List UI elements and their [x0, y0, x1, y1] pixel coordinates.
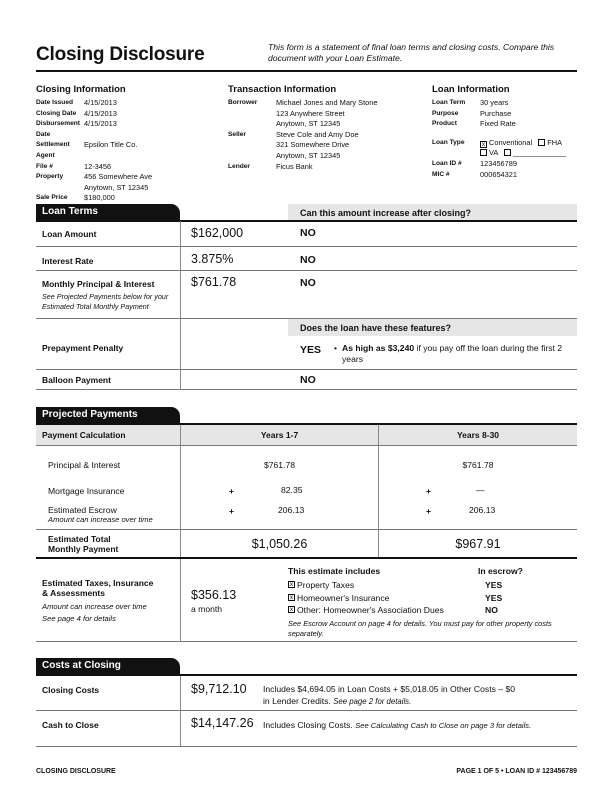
page-title: Closing Disclosure [36, 44, 205, 65]
pi-years-a: $761.78 [263, 460, 296, 470]
transaction-info-rows [228, 98, 418, 172]
taxes-note [42, 601, 147, 624]
checkbox-other[interactable] [504, 149, 511, 156]
years-a-heading: Years 1-7 [260, 430, 299, 440]
transaction-info-row [228, 162, 418, 173]
transaction-info-value: Anytown, ST 12345 [276, 150, 341, 160]
transaction-info-row [228, 140, 418, 151]
years-b-heading: Years 8-30 [456, 430, 500, 440]
closing-info-value: Epsilon Title Co. [84, 140, 138, 150]
transaction-info-row [228, 119, 418, 130]
transaction-info-label: Lender [228, 162, 250, 170]
escrow-item-checkbox[interactable]: x [289, 593, 294, 601]
row-rule [36, 270, 577, 271]
monthly-pi-note: See Projected Payments below for your Estimated Total Monthly Payment [42, 292, 169, 311]
transaction-info-value: Steve Cole and Amy Doe [276, 129, 359, 139]
prepayment-answer: YES [300, 344, 322, 356]
loan-id-label: Loan ID # [432, 159, 462, 167]
loan-id-row [432, 159, 582, 170]
closing-info-row [36, 162, 216, 173]
pi-years-b: $761.78 [462, 460, 494, 470]
closing-info-value: 12-3456 [84, 161, 112, 171]
closing-info-label: Date Issued [36, 99, 74, 106]
interest-rate-label: Interest Rate [42, 256, 94, 266]
loan-type-row [432, 138, 582, 149]
checkbox-va[interactable] [480, 149, 487, 156]
escrow-label: Estimated Escrow [48, 505, 117, 515]
escrow-item [288, 604, 578, 617]
loan-terms-top-rule [36, 220, 577, 222]
escrow-item-status: YES [485, 580, 503, 590]
includes-heading: This estimate includes [288, 566, 381, 576]
loan-id-value: 123456789 [480, 158, 517, 168]
taxes-value: $356.13 [191, 588, 237, 602]
mic-row [432, 170, 582, 181]
other-type-blank[interactable]: _____________ [512, 148, 567, 158]
conventional-label: Conventional [489, 137, 533, 147]
closing-info-row [36, 109, 216, 120]
transaction-information [228, 84, 418, 172]
plus-sign: + [426, 486, 432, 496]
prepayment-bullet: • [334, 343, 338, 353]
monthly-pi-label: Monthly Principal & Interest [42, 279, 155, 289]
closing-information [36, 84, 216, 204]
transaction-info-label: Seller [228, 130, 246, 138]
loan-term-row [432, 98, 582, 109]
increase-question: Can this amount increase after closing? [300, 208, 472, 218]
transaction-info-row [228, 151, 418, 162]
closing-info-label: Disbursement Date [36, 120, 80, 138]
closing-info-value: 456 Somewhere Ave [84, 172, 153, 182]
closing-info-label: Sale Price [36, 194, 68, 202]
monthly-pi-value: $761.78 [191, 275, 237, 289]
cash-desc-text: Includes Closing Costs. [263, 720, 356, 730]
prepayment-detail [342, 343, 576, 365]
prepayment-detail-text: if you pay off the loan during the first 2 years [342, 343, 563, 364]
product-value: Fixed Rate [480, 119, 516, 129]
transaction-info-label [228, 109, 276, 120]
loan-type-row-2 [432, 148, 582, 159]
pi-label: Principal & Interest [48, 460, 121, 470]
projected-bottom-rule [36, 641, 577, 642]
closing-info-label: Property [36, 173, 64, 181]
checkbox-conventional[interactable]: x [481, 140, 486, 148]
closing-costs-value: $9,712.10 [191, 682, 247, 696]
row-rule [36, 246, 577, 247]
loan-term-label: Loan Term [432, 99, 466, 106]
fha-label: FHA [547, 137, 563, 147]
features-question: Does the loan have these features? [300, 323, 452, 333]
loan-info-heading: Loan Information [432, 84, 510, 95]
purpose-value: Purchase [480, 108, 512, 118]
taxes-label [42, 578, 153, 598]
page-subtitle: This form is a statement of final loan terms and closing costs. Compare this document with your Loan Estimate. [268, 42, 555, 63]
transaction-info-label [228, 151, 276, 162]
closing-info-value: 4/15/2013 [84, 98, 117, 107]
product-row [432, 119, 582, 130]
escrow-items-list [288, 579, 578, 617]
escrow-note: Amount can increase over time [48, 515, 153, 524]
prepayment-label: Prepayment Penalty [42, 343, 124, 353]
closing-info-row [36, 183, 216, 194]
closing-info-value: 4/15/2013 [84, 108, 117, 118]
row-rule [36, 710, 577, 711]
closing-info-label [36, 183, 84, 194]
footer-page-info: PAGE 1 OF 5 • LOAN ID # 123456789 [456, 768, 577, 775]
transaction-info-value: Anytown, ST 12345 [276, 119, 341, 129]
closing-info-row [36, 119, 216, 140]
plus-sign: + [229, 506, 235, 516]
purpose-row [432, 109, 582, 120]
loan-amount-label: Loan Amount [42, 229, 97, 239]
escrow-years-a: 206.13 [278, 505, 305, 515]
balloon-label: Balloon Payment [42, 375, 111, 385]
monthly-pi-answer: NO [300, 277, 316, 289]
taxes-divider [180, 559, 181, 641]
closing-info-label: File # [36, 162, 53, 170]
row-rule [36, 369, 577, 370]
closing-costs-desc [263, 684, 573, 707]
loan-term-value: 30 years [480, 98, 509, 107]
escrow-item-status: NO [485, 605, 498, 615]
interest-rate-answer: NO [300, 254, 316, 266]
escrow-item-label: Property Taxes [297, 580, 355, 590]
transaction-info-value: Michael Jones and Mary Stone [276, 98, 378, 107]
closing-costs-see-page: See page 2 for details. [333, 696, 412, 706]
closing-info-row [36, 172, 216, 183]
interest-rate-value: 3.875% [191, 252, 234, 266]
transaction-info-label: Borrower [228, 99, 258, 106]
row-rule [36, 445, 577, 446]
closing-info-label: Closing Date [36, 109, 77, 117]
total-label-line-2: Monthly Payment [48, 544, 119, 554]
footer-left: CLOSING DISCLOSURE [36, 768, 116, 775]
loan-information [432, 84, 582, 180]
closing-info-heading: Closing Information [36, 84, 126, 95]
plus-sign: + [229, 486, 235, 496]
transaction-info-row [228, 98, 418, 109]
row-rule [36, 529, 577, 530]
transaction-info-value: Ficus Bank [276, 161, 313, 171]
transaction-info-label [228, 140, 276, 151]
taxes-note-line-2: See page 4 for details [42, 613, 116, 623]
costs-bottom-rule [36, 746, 577, 747]
taxes-label-line-2: & Assessments [42, 588, 105, 598]
closing-info-value: 4/15/2013 [84, 119, 117, 129]
total-years-a: $1,050.26 [251, 537, 308, 551]
escrow-item-label: Other: Homeowner's Association Dues [297, 605, 444, 615]
closing-info-row [36, 193, 216, 204]
mi-years-a: 82.35 [281, 485, 303, 495]
costs-at-closing-tab: Costs at Closing [36, 658, 180, 674]
loan-amount-answer: NO [300, 227, 316, 239]
escrow-years-b: 206.13 [469, 505, 496, 515]
escrow-item-status: YES [485, 592, 503, 603]
purpose-label: Purpose [432, 109, 459, 117]
cash-desc-see-page: See Calculating Cash to Close on page 3 for details. [355, 721, 532, 730]
transaction-info-row [228, 109, 418, 120]
prepayment-detail-bold: As high as $3,240 [342, 343, 415, 353]
escrow-item-checkbox[interactable]: x [289, 606, 294, 613]
taxes-note-line-1: Amount can increase over time [42, 602, 147, 611]
balloon-answer: NO [300, 374, 316, 386]
escrow-item [288, 579, 578, 592]
escrow-item-label: Homeowner's Insurance [297, 592, 390, 603]
in-escrow-heading: In escrow? [478, 566, 523, 576]
payment-calc-heading: Payment Calculation [42, 430, 126, 440]
va-label: VA [489, 148, 498, 158]
taxes-label-line-1: Estimated Taxes, Insurance [42, 578, 154, 588]
costs-divider [180, 676, 181, 746]
total-label-line-1: Estimated Total [48, 534, 111, 544]
transaction-info-label [228, 119, 276, 130]
mic-value: 000654321 [480, 169, 517, 179]
total-label [48, 534, 118, 554]
closing-costs-desc-line-1: Includes $4,694.05 in Loan Costs + $5,018.05 in Other Costs – $0 [263, 684, 516, 694]
closing-info-value: Anytown, ST 12345 [84, 182, 149, 192]
mi-label: Mortgage Insurance [48, 486, 125, 496]
checkbox-fha[interactable] [538, 139, 545, 146]
closing-info-rows [36, 98, 216, 204]
transaction-info-value: 321 Somewhere Drive [276, 140, 350, 150]
escrow-item-checkbox[interactable]: x [289, 581, 294, 588]
loan-amount-value: $162,000 [191, 226, 244, 240]
closing-info-row [36, 98, 216, 109]
product-label: Product [432, 120, 457, 128]
projected-payments-tab: Projected Payments [36, 407, 180, 423]
loan-terms-bottom-rule [36, 389, 577, 390]
transaction-info-value: 123 Anywhere Street [276, 108, 345, 118]
mic-label: MIC # [432, 170, 450, 178]
taxes-period: a month [191, 604, 223, 614]
closing-costs-label: Closing Costs [42, 685, 100, 695]
escrow-footnote: See Escrow Account on page 4 for details. You must pay for other property costs separately. [288, 619, 552, 638]
transaction-info-row [228, 130, 418, 141]
closing-info-value: $180,000 [84, 193, 115, 203]
header-rule [36, 70, 577, 72]
mi-years-b: — [476, 485, 485, 495]
cash-to-close-value: $14,147.26 [191, 716, 254, 730]
cash-to-close-desc [263, 720, 578, 730]
costs-top-rule [36, 674, 577, 676]
closing-costs-desc-line-2: in Lender Credits. [263, 695, 334, 706]
loan-terms-tab: Loan Terms [36, 204, 180, 220]
cash-to-close-label: Cash to Close [42, 720, 99, 730]
transaction-info-heading: Transaction Information [228, 84, 337, 95]
plus-sign: + [426, 506, 432, 516]
closing-info-label: Settlement Agent [36, 141, 70, 159]
loan-type-label: Loan Type [432, 138, 465, 146]
total-years-b: $967.91 [455, 537, 501, 551]
escrow-item [288, 592, 578, 605]
total-rule [36, 557, 577, 559]
closing-info-row [36, 140, 216, 161]
